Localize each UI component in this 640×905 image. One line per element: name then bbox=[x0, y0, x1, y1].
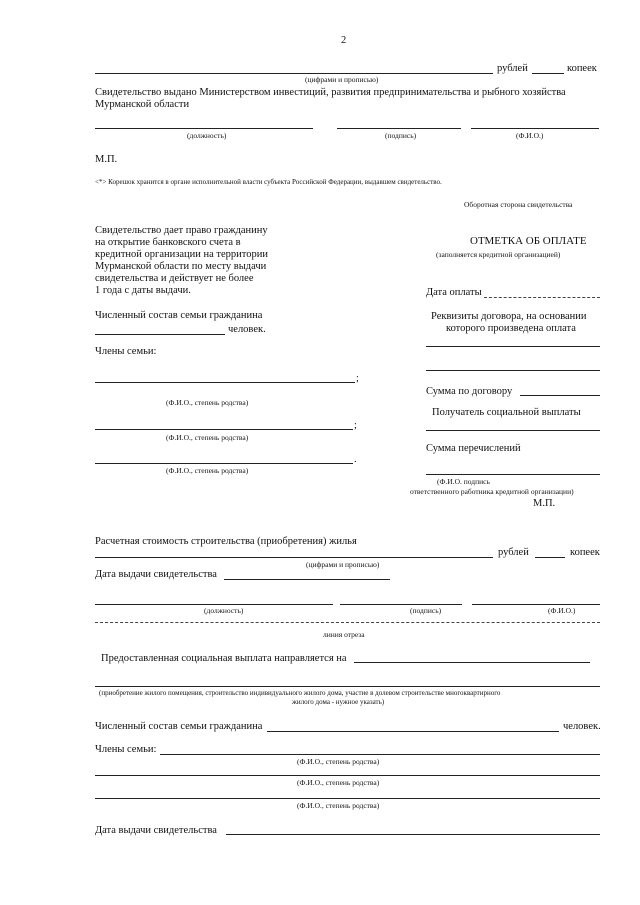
contract-details-line[interactable] bbox=[426, 370, 600, 371]
rights-line: кредитной организации на территории bbox=[95, 249, 268, 260]
member-line[interactable] bbox=[95, 775, 600, 776]
cut-line bbox=[95, 622, 600, 623]
issue-date-line[interactable] bbox=[226, 834, 600, 835]
member-hint: (Ф.И.О., степень родства) bbox=[297, 801, 380, 810]
member-hint: (Ф.И.О., степень родства) bbox=[166, 398, 249, 407]
bank-stamp-place: М.П. bbox=[533, 498, 556, 509]
back-side-title: Оборотная сторона свидетельства bbox=[464, 200, 573, 209]
rights-line: 1 года с даты выдачи. bbox=[95, 285, 191, 296]
position-line[interactable] bbox=[95, 128, 313, 129]
contract-details-line[interactable] bbox=[426, 346, 600, 347]
persons-label: человек. bbox=[563, 721, 601, 732]
position-line[interactable] bbox=[95, 604, 333, 605]
purpose-hint-2: жилого дома - нужное указать) bbox=[292, 698, 385, 706]
members-label: Члены семьи: bbox=[95, 744, 157, 755]
contract-details-label-1: Реквизиты договора, на основании bbox=[431, 311, 587, 322]
member-line[interactable] bbox=[160, 754, 600, 755]
page-number: 2 bbox=[341, 35, 347, 46]
rights-line: на открытие банковского счета в bbox=[95, 237, 241, 248]
payment-mark-title: ОТМЕТКА ОБ ОПЛАТЕ bbox=[470, 235, 587, 247]
members-label: Члены семьи: bbox=[95, 346, 157, 357]
amount-hint: (цифрами и прописью) bbox=[306, 560, 380, 569]
rub-label: рублей bbox=[498, 547, 529, 558]
family-count-label: Численный состав семьи гражданина bbox=[95, 310, 263, 321]
cost-label: Расчетная стоимость строительства (приобретения) жилья bbox=[95, 536, 357, 547]
recipient-line[interactable] bbox=[426, 430, 600, 431]
contract-sum-label: Сумма по договору bbox=[426, 386, 513, 397]
position-hint: (должность) bbox=[204, 606, 244, 615]
bank-sign-hint-2: ответственного работника кредитной организации) bbox=[410, 487, 574, 496]
fio-line[interactable] bbox=[472, 604, 600, 605]
directed-to-line[interactable] bbox=[354, 662, 590, 663]
signature-hint: (подпись) bbox=[385, 131, 417, 140]
cut-line-label: линия отреза bbox=[323, 630, 365, 639]
kop-line[interactable] bbox=[532, 73, 564, 74]
separator: . bbox=[354, 454, 357, 465]
rights-line: Свидетельство дает право гражданину bbox=[95, 225, 268, 236]
fio-hint: (Ф.И.О.) bbox=[548, 606, 576, 615]
transfer-sum-label: Сумма перечислений bbox=[426, 443, 521, 454]
family-count-line[interactable] bbox=[267, 731, 559, 732]
issue-date-line[interactable] bbox=[224, 579, 390, 580]
member-hint: (Ф.И.О., степень родства) bbox=[166, 433, 249, 442]
rub-label: рублей bbox=[497, 63, 528, 74]
member-hint: (Ф.И.О., степень родства) bbox=[297, 757, 380, 766]
fio-hint: (Ф.И.О.) bbox=[516, 131, 544, 140]
purpose-hint-1: (приобретение жилого помещения, строительство индивидуального жилого дома, участие в долевом строительстве многоквартирного bbox=[99, 689, 501, 697]
recipient-label: Получатель социальной выплаты bbox=[432, 407, 581, 418]
fio-line[interactable] bbox=[471, 128, 599, 129]
bank-signature-line[interactable] bbox=[426, 474, 600, 475]
footnote: <*> Корешок хранится в органе исполнительной власти субъекта Российской Федерации, выдавшем свидетельство. bbox=[95, 178, 442, 186]
signature-hint: (подпись) bbox=[410, 606, 442, 615]
kop-label: копеек bbox=[567, 63, 597, 74]
purpose-line[interactable] bbox=[95, 686, 600, 687]
issue-date-label: Дата выдачи свидетельства bbox=[95, 825, 217, 836]
persons-label: человек. bbox=[228, 324, 266, 335]
payment-mark-hint: (заполняется кредитной организацией) bbox=[436, 250, 561, 259]
payment-date-field[interactable] bbox=[484, 297, 600, 298]
stamp-place: М.П. bbox=[95, 154, 118, 165]
member-line[interactable] bbox=[95, 429, 353, 430]
member-hint: (Ф.И.О., степень родства) bbox=[297, 778, 380, 787]
cost-amount-line[interactable] bbox=[95, 557, 493, 558]
member-line[interactable] bbox=[95, 382, 355, 383]
signature-line[interactable] bbox=[340, 604, 462, 605]
rights-line: свидетельства и действует не более bbox=[95, 273, 254, 284]
separator: ; bbox=[356, 373, 359, 384]
directed-to-label: Предоставленная социальная выплата направляется на bbox=[101, 653, 347, 664]
member-line[interactable] bbox=[95, 798, 600, 799]
amount-hint: (цифрами и прописью) bbox=[305, 75, 379, 84]
contract-details-label-2: которого произведена оплата bbox=[446, 323, 576, 334]
family-count-line[interactable] bbox=[95, 334, 225, 335]
signature-line[interactable] bbox=[337, 128, 461, 129]
cost-kop-line[interactable] bbox=[535, 557, 565, 558]
rights-line: Мурманской области по месту выдачи bbox=[95, 261, 267, 272]
amount-line[interactable] bbox=[95, 73, 493, 74]
issued-by-line2: Мурманской области bbox=[95, 99, 190, 110]
member-hint: (Ф.И.О., степень родства) bbox=[166, 466, 249, 475]
kop-label: копеек bbox=[570, 547, 600, 558]
issued-by-line1: Свидетельство выдано Министерством инвестиций, развития предпринимательства и рыбного хозяйства bbox=[95, 87, 566, 98]
contract-sum-line[interactable] bbox=[520, 395, 600, 396]
issue-date-label: Дата выдачи свидетельства bbox=[95, 569, 217, 580]
separator: ; bbox=[354, 420, 357, 431]
bank-sign-hint-1: (Ф.И.О. подпись bbox=[437, 477, 490, 486]
family-count-label: Численный состав семьи гражданина bbox=[95, 721, 263, 732]
member-line[interactable] bbox=[95, 463, 353, 464]
payment-date-label: Дата оплаты bbox=[426, 287, 482, 298]
position-hint: (должность) bbox=[187, 131, 227, 140]
